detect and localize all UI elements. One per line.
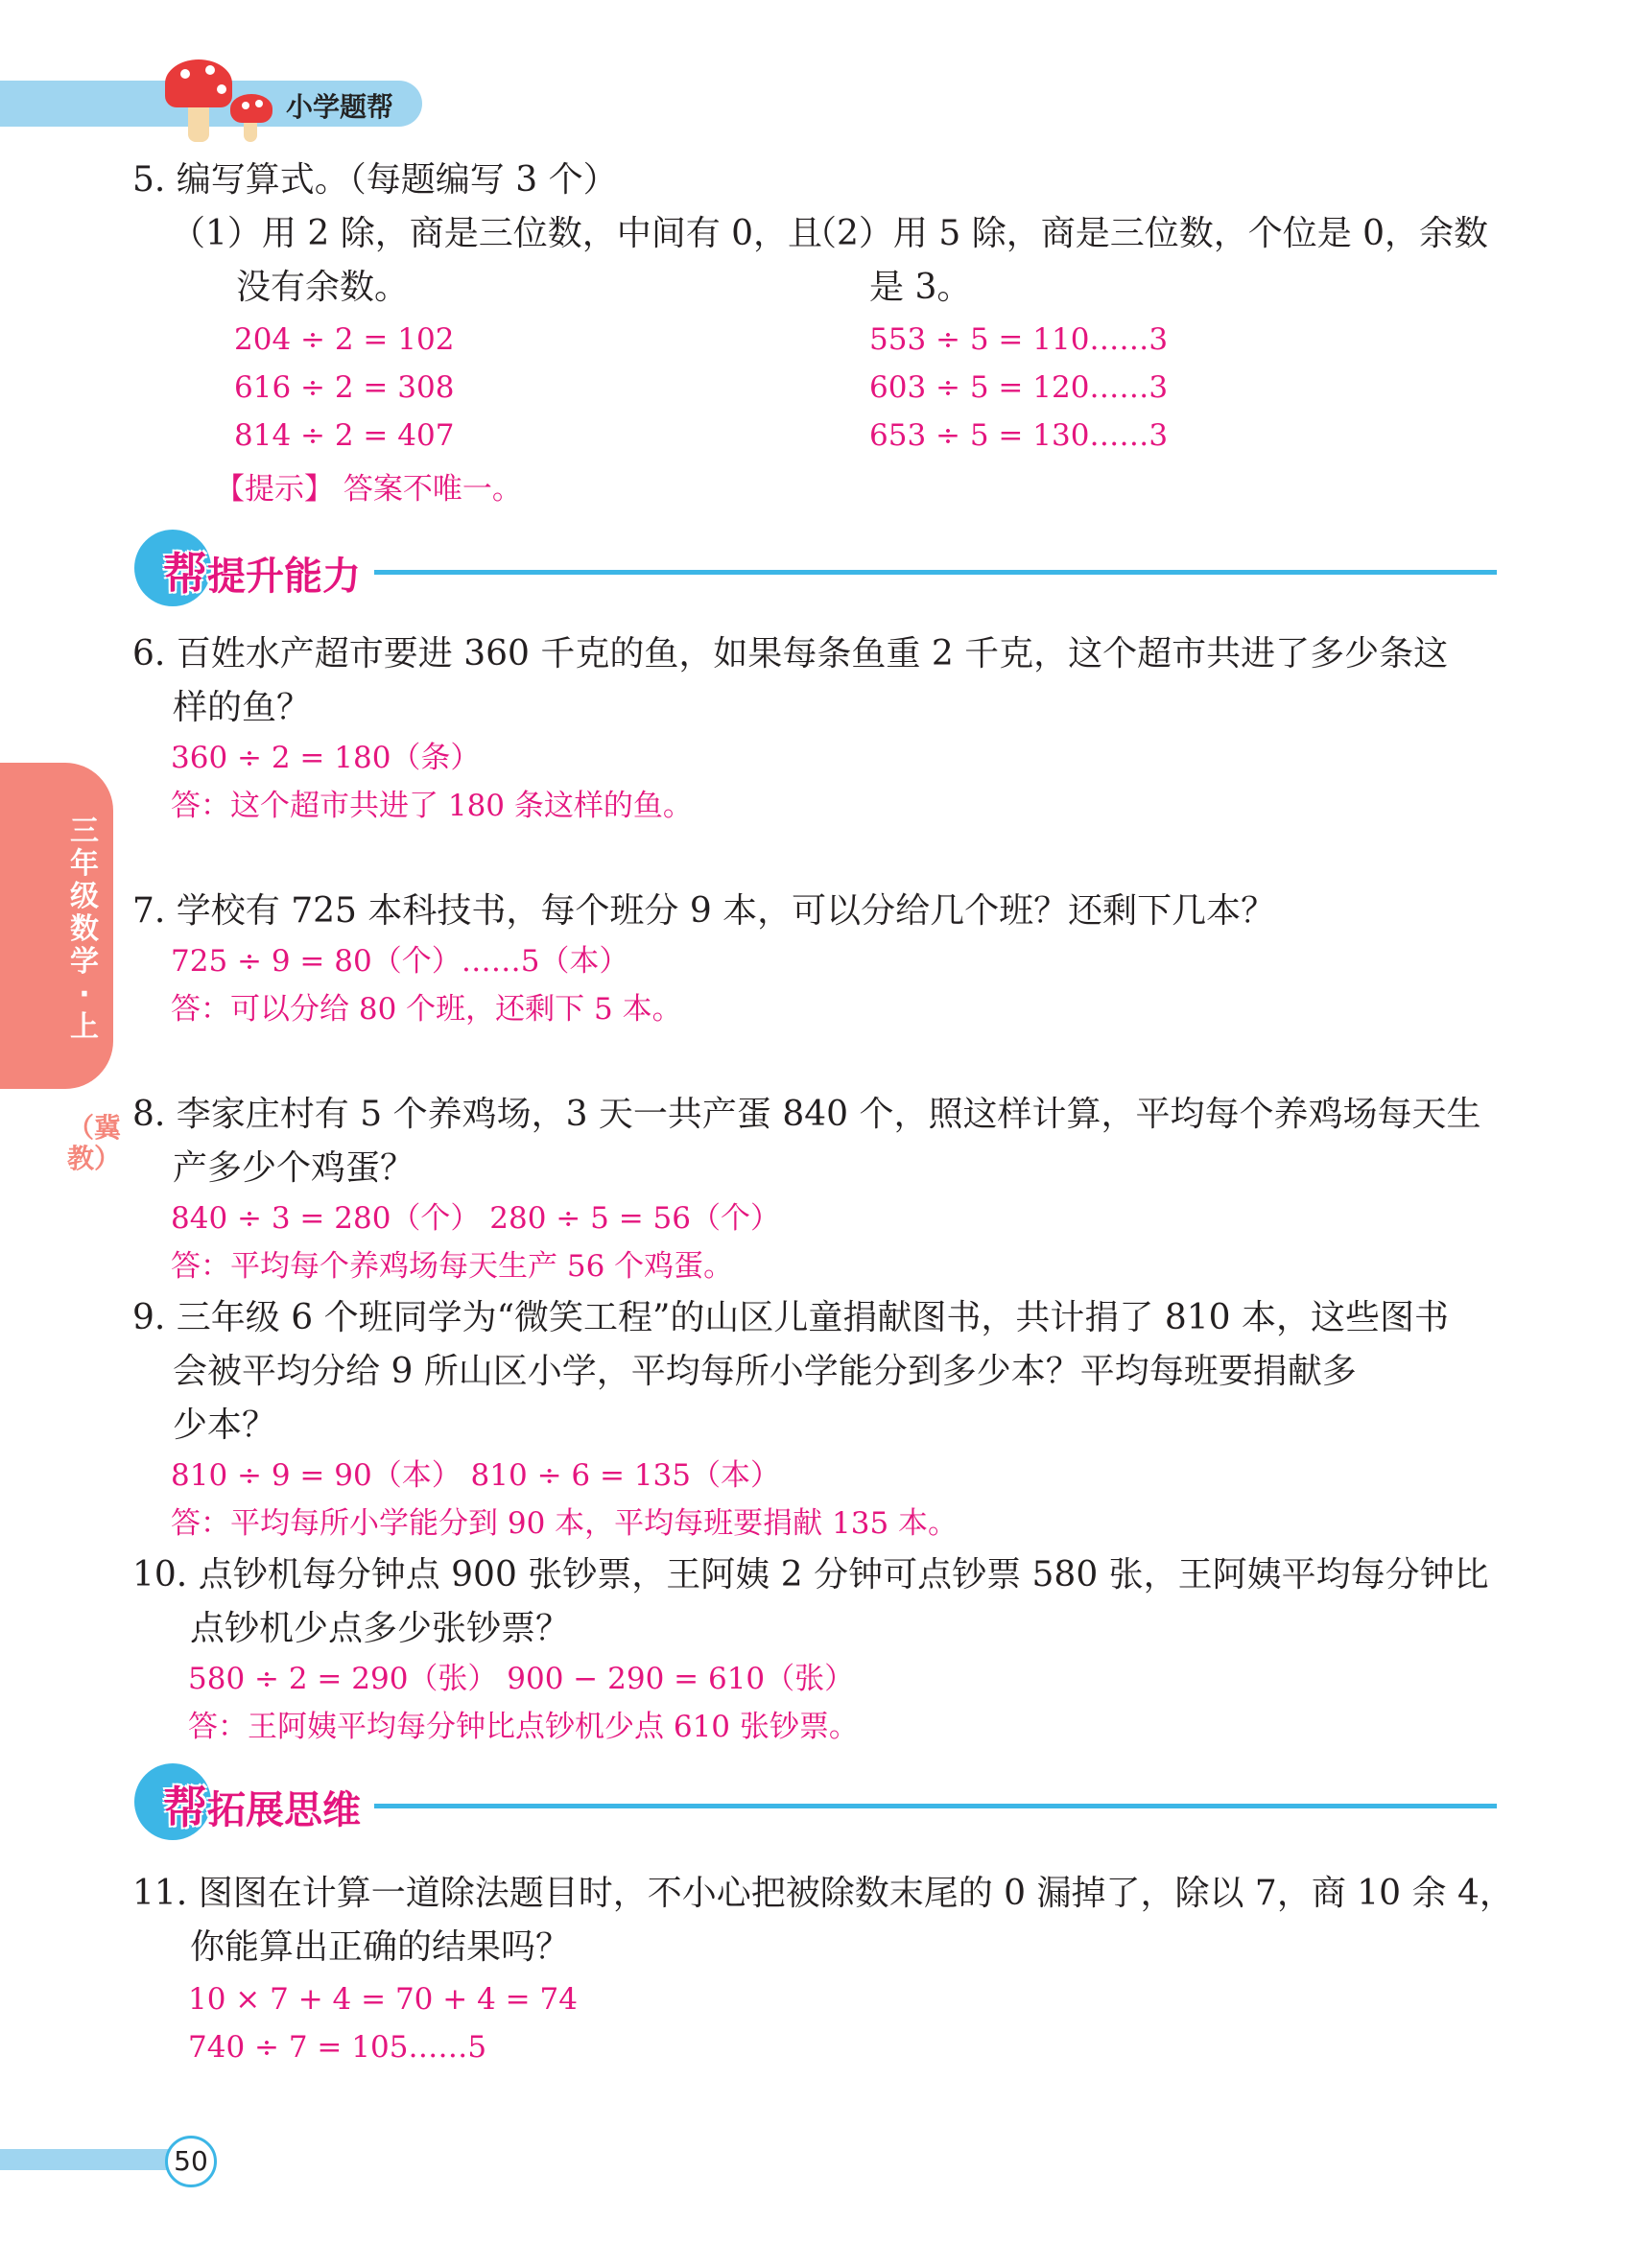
section-header-ability — [134, 526, 1497, 614]
section-title: 提升能力 — [207, 555, 361, 599]
q5-hint: 【提示】 答案不唯一。 — [215, 472, 522, 507]
q5-part1-answer: 814 ÷ 2 = 407 — [234, 418, 455, 453]
q11-line2: 你能算出正确的结果吗？ — [190, 1927, 571, 1967]
q8-answer: 答：平均每个养鸡场每天生产 56 个鸡蛋。 — [171, 1249, 734, 1284]
q10-answer: 580 ÷ 2 = 290（张） 900 − 290 = 610（张） — [188, 1662, 855, 1696]
q5-part1-answer: 204 ÷ 2 = 102 — [234, 322, 455, 357]
q9-answer: 810 ÷ 9 = 90（本） 810 ÷ 6 = 135（本） — [171, 1458, 780, 1493]
q10-line2: 点钞机少点多少张钞票？ — [190, 1609, 571, 1648]
q7-answer: 725 ÷ 9 = 80（个）……5（本） — [171, 944, 629, 979]
q8-line1: 8. 李家庄村有 5 个养鸡场，3 天一共产蛋 840 个，照这样计算，平均每个养鸡场每天生 — [132, 1095, 1481, 1134]
q5-part2-answer: 553 ÷ 5 = 110……3 — [869, 322, 1169, 357]
q9-line2: 会被平均分给 9 所山区小学，平均每所小学能分到多少本？平均每班要捐献多 — [173, 1352, 1357, 1391]
q9-line3: 少本？ — [173, 1406, 277, 1445]
section-header-thinking — [134, 1760, 1497, 1848]
q5-part1-line1: （1）用 2 除，商是三位数，中间有 0，且 — [171, 214, 823, 253]
q10-answer: 答：王阿姨平均每分钟比点钞机少点 610 张钞票。 — [188, 1710, 859, 1744]
section-divider — [374, 570, 1497, 575]
q11-answer: 740 ÷ 7 = 105……5 — [188, 2030, 487, 2065]
q5-part2-answer: 653 ÷ 5 = 130……3 — [869, 418, 1169, 453]
q5-part2-answer: 603 ÷ 5 = 120……3 — [869, 370, 1169, 405]
q8-answer: 840 ÷ 3 = 280（个） 280 ÷ 5 = 56（个） — [171, 1201, 780, 1236]
q6-answer: 360 ÷ 2 = 180（条） — [171, 741, 481, 775]
q5-title: 5. 编写算式。（每题编写 3 个） — [132, 160, 618, 200]
section-title: 拓展思维 — [207, 1788, 361, 1832]
side-tab-edition: （冀教） — [67, 1112, 122, 1174]
section-divider — [374, 1804, 1497, 1808]
q10-line1: 10. 点钞机每分钟点 900 张钞票，王阿姨 2 分钟可点钞票 580 张，王阿姨平均每分钟比 — [132, 1555, 1489, 1595]
q5-part2-line2: 是 3。 — [869, 268, 972, 307]
q8-line2: 产多少个鸡蛋？ — [173, 1148, 415, 1188]
q11-answer: 10 × 7 + 4 = 70 + 4 = 74 — [188, 1982, 578, 2017]
q6-answer: 答：这个超市共进了 180 条这样的鱼。 — [171, 789, 693, 823]
q5-part1-answer: 616 ÷ 2 = 308 — [234, 370, 455, 405]
section-badge-char: 帮 — [163, 1782, 207, 1833]
q7-line1: 7. 学校有 725 本科技书，每个班分 9 本，可以分给几个班？还剩下几本？ — [132, 891, 1276, 931]
page-number: 50 — [165, 2136, 217, 2187]
side-tab-subject: 三年级数学·上 — [70, 815, 99, 1044]
footer-band — [0, 2149, 192, 2170]
q9-line1: 9. 三年级 6 个班同学为“微笑工程”的山区儿童捐献图书，共计捐了 810 本，这些图书 — [132, 1298, 1449, 1337]
q6-line1: 6. 百姓水产超市要进 360 千克的鱼，如果每条鱼重 2 千克，这个超市共进了多少条这 — [132, 634, 1449, 673]
brand-label: 小学题帮 — [286, 91, 394, 123]
section-badge-char: 帮 — [163, 548, 207, 600]
q6-line2: 样的鱼？ — [173, 688, 312, 727]
q5-part2-line1: （2）用 5 除，商是三位数，个位是 0，余数 — [802, 214, 1489, 253]
q5-part1-line2: 没有余数。 — [236, 268, 410, 307]
q9-answer: 答：平均每所小学能分到 90 本，平均每班要捐献 135 本。 — [171, 1506, 959, 1541]
q11-line1: 11. 图图在计算一道除法题目时，不小心把被除数末尾的 0 漏掉了，除以 7，商 10 余 4， — [132, 1874, 1514, 1913]
q7-answer: 答：可以分给 80 个班，还剩下 5 本。 — [171, 992, 682, 1027]
